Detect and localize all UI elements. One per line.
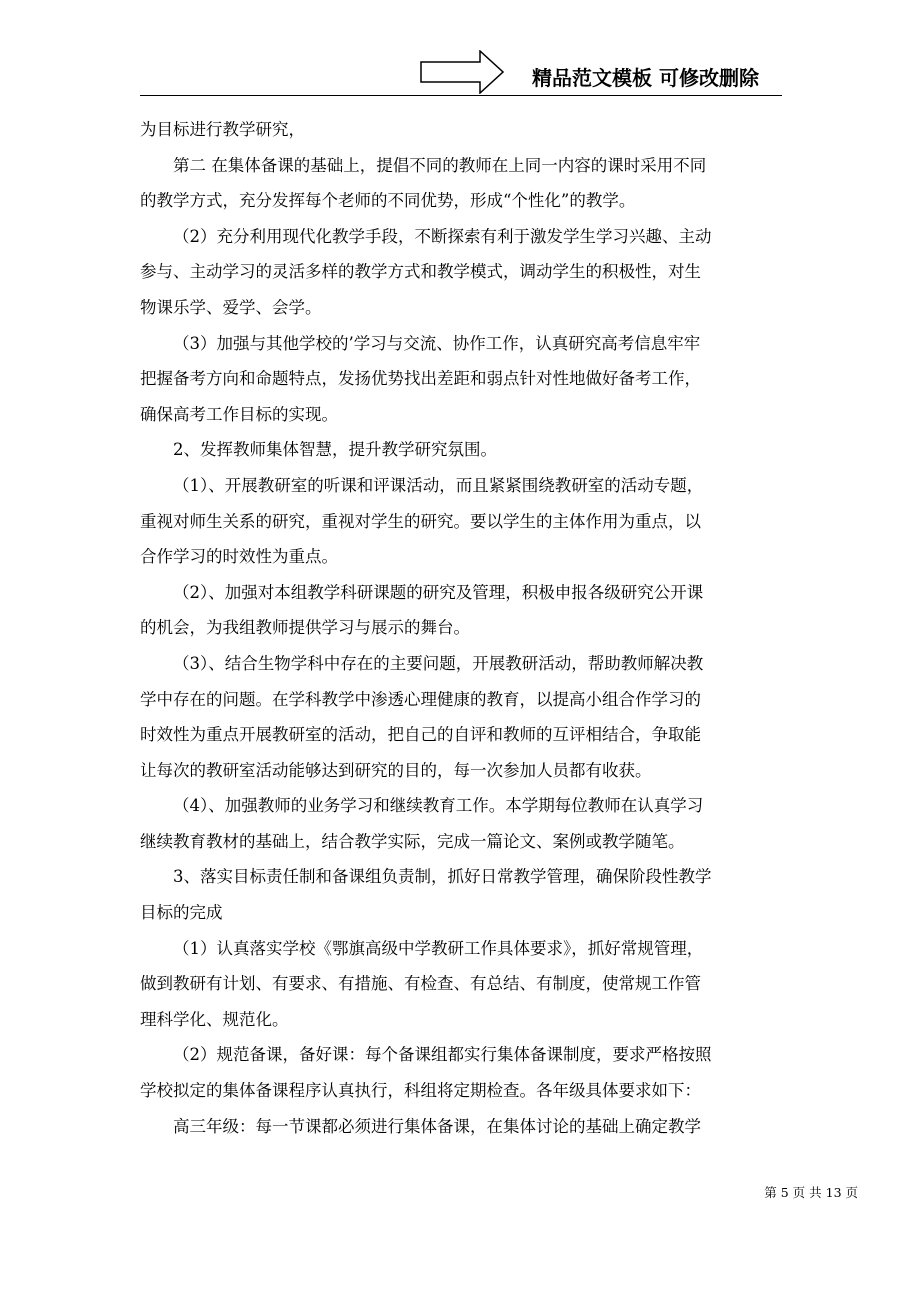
text-line: 高三年级：每一节课都必须进行集体备课，在集体讨论的基础上确定教学	[173, 1116, 701, 1136]
text-line: 学校拟定的集体备课程序认真执行，科组将定期检查。各年级具体要求如下：	[140, 1081, 701, 1101]
text-line: 目标的完成	[140, 903, 223, 923]
text-line: （3）、结合生物学科中存在的主要问题，开展教研活动，帮助教师解决教	[173, 653, 704, 673]
text-line: （2）规范备课，备好课：每个备课组都实行集体备课制度，要求严格按照	[173, 1045, 712, 1065]
text-line: 重视对师生关系的研究，重视对学生的研究。要以学生的主体作用为重点，以	[140, 511, 701, 531]
text-line: 2、发挥教师集体智慧，提升教学研究氛围。	[173, 440, 497, 460]
page-number: 第 5 页 共 13 页	[764, 1185, 858, 1200]
text-line: （1）认真落实学校《鄂旗高级中学教研工作具体要求》，抓好常规管理，	[173, 938, 704, 958]
header-divider	[140, 95, 782, 96]
text-line: 3、落实目标责任制和备课组负责制，抓好日常教学管理，确保阶段性教学	[173, 867, 712, 887]
text-line: 物课乐学、爱学、会学。	[140, 297, 322, 317]
text-line: 继续教育教材的基础上，结合教学实际，完成一篇论文、案例或教学随笔。	[140, 831, 685, 851]
page-header	[0, 0, 920, 100]
text-line: （2）充分利用现代化教学手段，不断探索有利于激发学生学习兴趣、主动	[173, 226, 712, 246]
text-line: 的机会，为我组教师提供学习与展示的舞台。	[140, 618, 470, 638]
text-line: 的教学方式，充分发挥每个老师的不同优势，形成“个性化”的教学。	[140, 191, 636, 211]
text-line: （1）、开展教研室的听课和评课活动，而且紧紧围绕教研室的活动专题，	[173, 475, 704, 495]
text-line: 把握备考方向和命题特点，发扬优势找出差距和弱点针对性地做好备考工作，	[140, 369, 701, 389]
text-line: 时效性为重点开展教研室的活动，把自己的自评和教师的互评相结合，争取能	[140, 725, 701, 745]
document-body	[140, 112, 780, 1144]
text-line: 做到教研有计划、有要求、有措施、有检查、有总结、有制度，使常规工作管	[140, 974, 701, 994]
text-line: （3）加强与其他学校的’学习与交流、协作工作，认真研究高考信息牢牢	[173, 333, 701, 353]
text-line: 学中存在的问题。在学科教学中渗透心理健康的教育，以提高小组合作学习的	[140, 689, 701, 709]
text-line: 为目标进行教学研究，	[140, 120, 305, 139]
text-line: 参与、主动学习的灵活多样的教学方式和教学模式，调动学生的积极性，对生	[140, 262, 701, 282]
header-title: 精品范文模板 可修改删除	[532, 66, 759, 90]
text-line: 第二 在集体备课的基础上，提倡不同的教师在上同一内容的课时采用不同	[173, 155, 707, 175]
text-line: （4）、加强教师的业务学习和继续教育工作。本学期每位教师在认真学习	[173, 796, 704, 816]
text-line: （2）、加强对本组教学科研课题的研究及管理，积极申报各级研究公开课	[173, 582, 704, 602]
text-line: 合作学习的时效性为重点。	[140, 547, 338, 567]
text-line: 确保高考工作目标的实现。	[140, 404, 338, 424]
text-line: 让每次的教研室活动能够达到研究的目的，每一次参加人员都有收获。	[140, 760, 652, 780]
arrow-right-icon	[420, 50, 504, 94]
text-line: 理科学化、规范化。	[140, 1009, 289, 1029]
